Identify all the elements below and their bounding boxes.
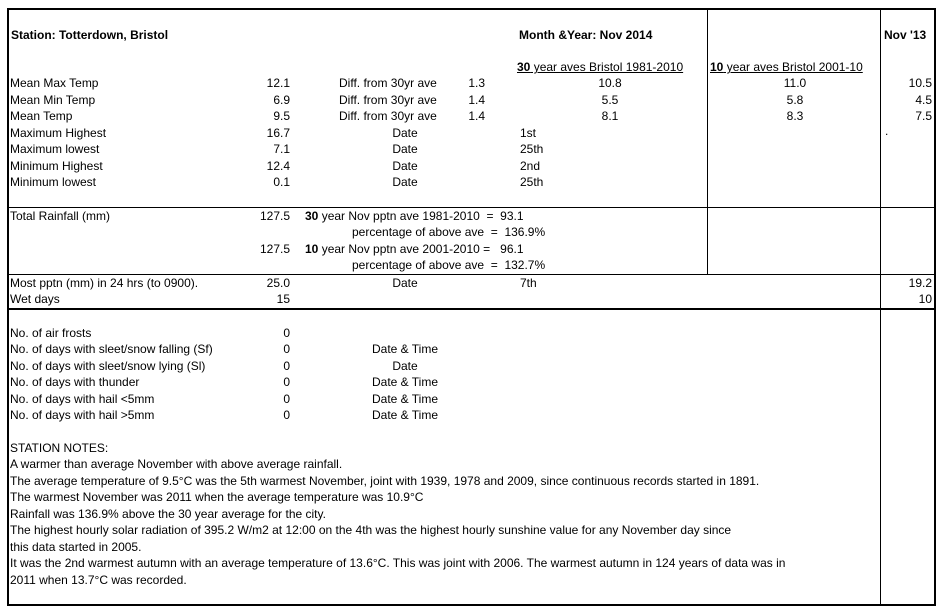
count-row-label: No. of days with thunder (10, 375, 140, 389)
divider-after-temps (8, 207, 935, 208)
most-pptn-date: 7th (520, 276, 537, 290)
count-row-mid: Date & Time (371, 342, 439, 356)
temp-row-prev: 7.5 (915, 109, 932, 123)
count-row-label: No. of air frosts (10, 326, 92, 340)
temp-row-value: 6.9 (273, 93, 290, 107)
note-line: The highest hourly solar radiation of 395.2 W/m2 at 12:00 on the 4th was the highest hourly sunshine value for any November day since (10, 523, 732, 537)
note-line: It was the 2nd warmest autumn with an average temperature of 13.6°C. This was joint with 2006. The warmest autumn in 124 years of data was in (10, 556, 786, 570)
temp-row-diff: 1.4 (468, 93, 485, 107)
temp-row-ave10: 8.3 (786, 109, 804, 123)
count-row-value: 0 (283, 326, 290, 340)
temp-row-label: Mean Max Temp (10, 76, 99, 90)
rainfall-ave30-line: 30 year Nov pptn ave 1981-2010 = 93.1 (305, 209, 524, 223)
table-border-bottom (7, 604, 936, 606)
temp-row-date: 25th (520, 175, 544, 189)
most-pptn-date-label: Date (392, 276, 418, 290)
temp-row-date: 25th (520, 142, 544, 156)
temp-row-value: 12.4 (266, 159, 290, 173)
temp-row-mid: Date (392, 126, 418, 140)
temp-row-ave30: 5.5 (601, 93, 619, 107)
temp-row-label: Minimum lowest (10, 175, 97, 189)
most-pptn-prev: 19.2 (908, 276, 932, 290)
temp-row-label: Maximum Highest (10, 126, 107, 140)
temp-row-value: 9.5 (273, 109, 290, 123)
table-border-right (934, 8, 936, 606)
count-row-value: 0 (283, 375, 290, 389)
count-row-mid: Date & Time (371, 375, 439, 389)
most-pptn-value: 25.0 (266, 276, 290, 290)
temp-row-prev: . (885, 124, 889, 138)
temp-row-ave10: 5.8 (786, 93, 804, 107)
ave10-column-title: 10 year aves Bristol 2001-10 (710, 60, 863, 74)
temp-row-mid: Diff. from 30yr ave (339, 76, 437, 90)
most-pptn-label: Most pptn (mm) in 24 hrs (to 0900). (10, 276, 199, 290)
temp-row-ave30: 10.8 (598, 76, 622, 90)
temp-row-ave30: 8.1 (601, 109, 619, 123)
count-row-value: 0 (283, 359, 290, 373)
temp-row-date: 2nd (520, 159, 541, 173)
count-row-value: 0 (283, 408, 290, 422)
prev-year-column-title: Nov '13 (884, 28, 927, 42)
temp-row-label: Minimum Highest (10, 159, 103, 173)
rainfall-ave10-line: 10 year Nov pptn ave 2001-2010 = 96.1 (305, 242, 524, 256)
divider-ave10-col (707, 9, 708, 275)
temp-row-label: Mean Min Temp (10, 93, 96, 107)
temp-row-value: 0.1 (273, 175, 290, 189)
month-year-title: Month &Year: Nov 2014 (519, 28, 653, 42)
temp-row-prev: 4.5 (915, 93, 932, 107)
temp-row-mid: Diff. from 30yr ave (339, 109, 437, 123)
temp-row-label: Mean Temp (10, 109, 73, 123)
table-border-left (7, 8, 9, 606)
count-row-value: 0 (283, 342, 290, 356)
divider-after-rainfall (8, 274, 935, 275)
note-line: 2011 when 13.7°C was recorded. (10, 573, 187, 587)
count-row-label: No. of days with hail <5mm (10, 392, 155, 406)
wet-days-value: 15 (276, 292, 290, 306)
temp-row-value: 12.1 (266, 76, 290, 90)
temp-row-prev: 10.5 (908, 76, 932, 90)
ave30-column-title: 30 year aves Bristol 1981-2010 (517, 60, 684, 74)
rainfall-percentage-30: percentage of above ave = 136.9% (352, 225, 546, 239)
notes-title: STATION NOTES: (10, 441, 109, 455)
wet-days-label: Wet days (10, 292, 60, 306)
count-row-label: No. of days with hail >5mm (10, 408, 155, 422)
count-row-label: No. of days with sleet/snow falling (Sf) (10, 342, 213, 356)
temp-row-label: Maximum lowest (10, 142, 100, 156)
table-border-top (7, 8, 936, 10)
rainfall-value-repeat: 127.5 (259, 242, 290, 256)
temp-row-date: 1st (520, 126, 537, 140)
temp-row-value: 16.7 (266, 126, 290, 140)
temp-row-mid: Date (392, 142, 418, 156)
note-line: this data started in 2005. (10, 540, 142, 554)
count-row-mid: Date (392, 359, 418, 373)
count-row-mid: Date & Time (371, 408, 439, 422)
temp-row-mid: Diff. from 30yr ave (339, 93, 437, 107)
note-line: Rainfall was 136.9% above the 30 year average for the city. (10, 507, 326, 521)
count-row-label: No. of days with sleet/snow lying (Sl) (10, 359, 206, 373)
wet-days-prev: 10 (918, 292, 932, 306)
temp-row-diff: 1.3 (468, 76, 485, 90)
rainfall-value: 127.5 (259, 209, 290, 223)
count-row-mid: Date & Time (371, 392, 439, 406)
temp-row-diff: 1.4 (468, 109, 485, 123)
count-row-value: 0 (283, 392, 290, 406)
note-line: A warmer than average November with above average rainfall. (10, 457, 343, 471)
temp-row-ave10: 11.0 (783, 76, 807, 90)
temp-row-value: 7.1 (273, 142, 290, 156)
rainfall-percentage-10: percentage of above ave = 132.7% (352, 258, 546, 272)
note-line: The average temperature of 9.5°C was the 5th warmest November, joint with 1939, 1978 and 2009, since continuous records started in 1891. (10, 474, 760, 488)
divider-after-pptn (8, 308, 935, 310)
rainfall-label: Total Rainfall (mm) (10, 209, 111, 223)
temp-row-mid: Date (392, 159, 418, 173)
temp-row-mid: Date (392, 175, 418, 189)
note-line: The warmest November was 2011 when the average temperature was 10.9°C (10, 490, 424, 504)
station-title: Station: Totterdown, Bristol (11, 28, 169, 42)
